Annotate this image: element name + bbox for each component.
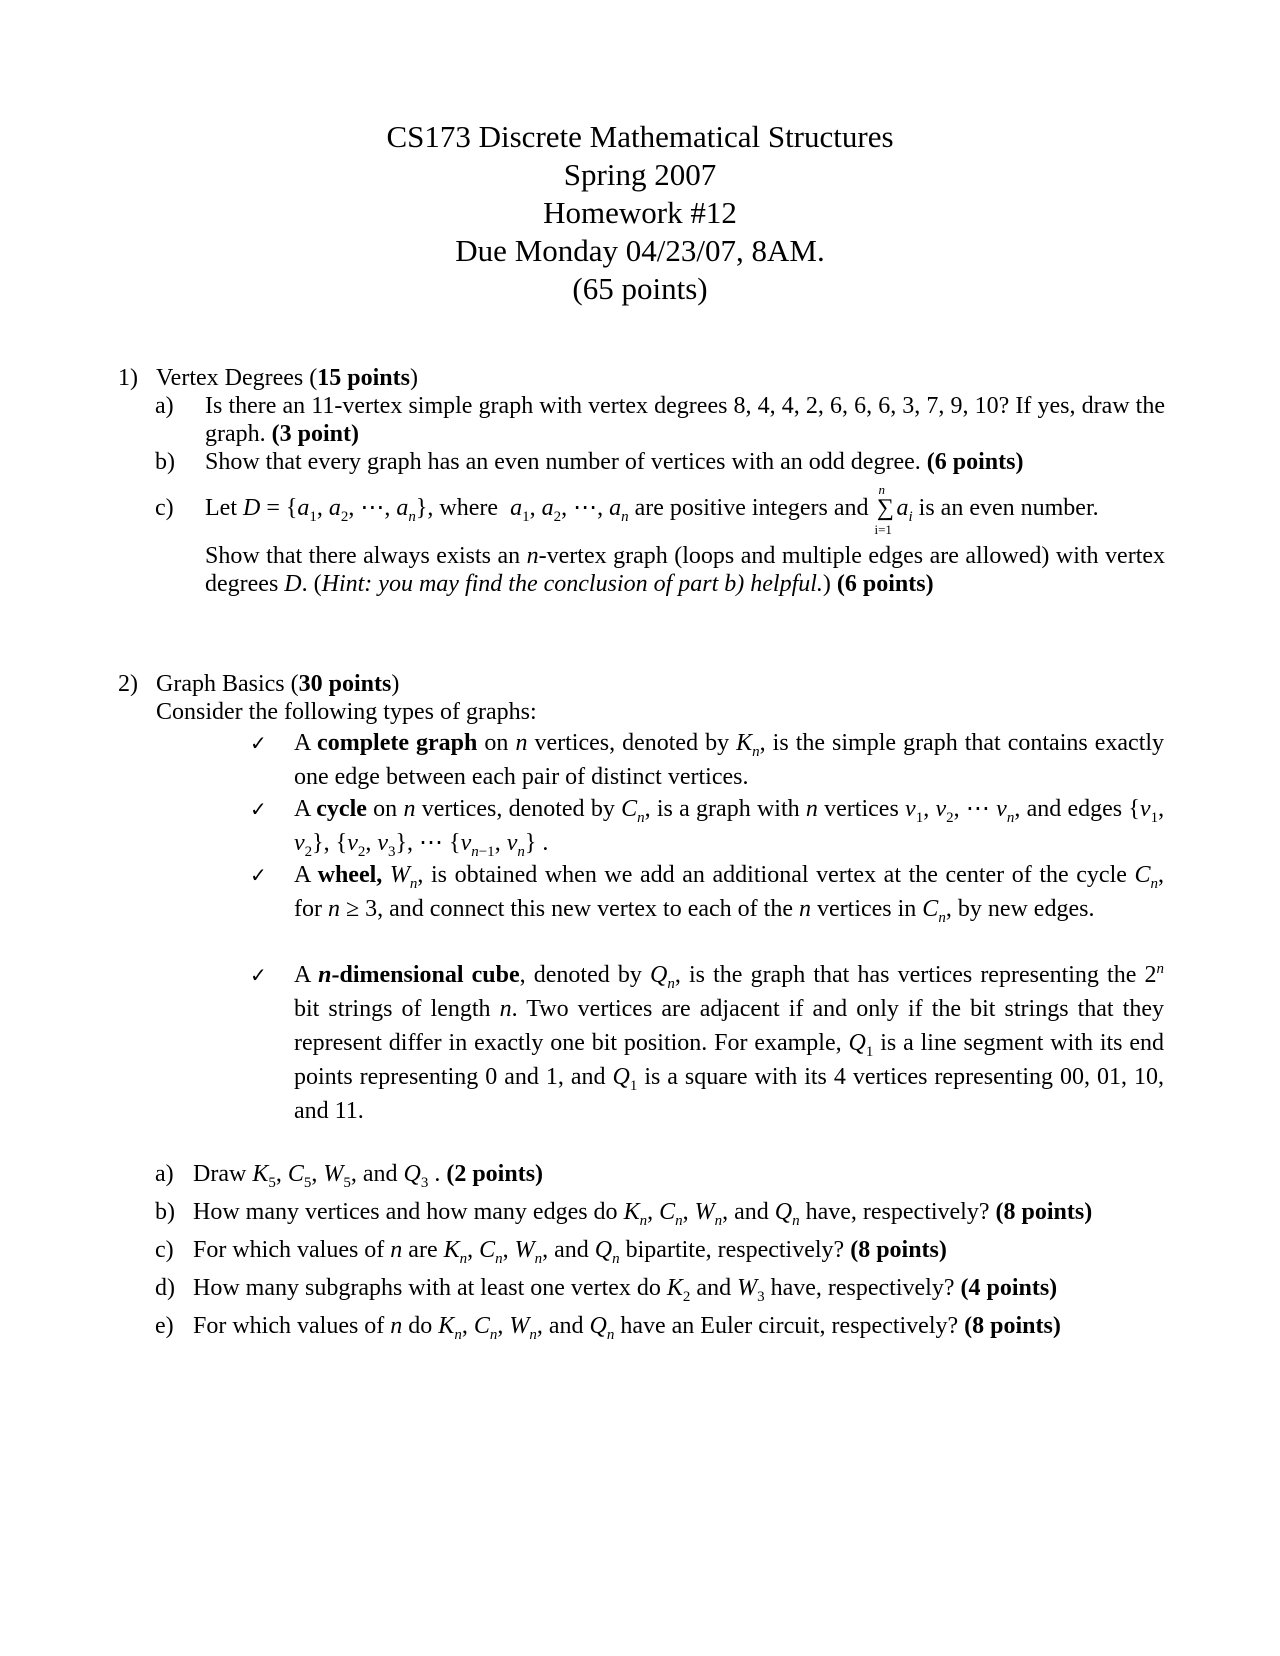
checkmark-icon: ✓ [250, 963, 267, 987]
part-tail: have, respectively? [770, 1275, 955, 1301]
bullet-part: is a line segment with its end points representing 0 and 1, and [294, 1030, 1165, 1090]
even-number-text: is an even number. [918, 495, 1099, 521]
positive-integers-text: are positive integers and [634, 495, 869, 521]
part-text: How many vertices and how many edges do $K_n$, $C_n$, $W_n$, and $Q_n$ have, respectively? (8 points) [193, 1199, 1093, 1229]
part-label: d) [155, 1275, 175, 1301]
part-text: Let $D = \{a_1$, $a_2$, ⋯, $a_n$}, where $a_1$, $a_2$, ⋯, $a_n$ are positive integers and ∑ n i=1 $a_i$ is an even number. [205, 482, 1099, 537]
part-text: Draw $K_5$, $C_5$, $W_5$, and $Q_3$ . (2 points) [193, 1161, 544, 1191]
part-text: For which values of n do $K_n$, $C_n$, $W_n$, and $Q_n$ have an Euler circuit, respectively? (8 points) [193, 1313, 1061, 1343]
bullet-part: . Two vertices are adjacent if and only if the bit strings that they represent differ in exactly one bit position. For example, [294, 996, 1164, 1056]
part-points: (2 points) [446, 1161, 544, 1187]
bullet-part: vertices in [817, 896, 917, 922]
checkmark-icon: ✓ [250, 731, 267, 755]
bullet-term: wheel, [317, 862, 383, 888]
question-number: 1) [118, 365, 138, 391]
bullet-part: vertices, denoted by [421, 796, 615, 822]
part-body: Show that every graph has an even number of vertices with an odd degree. [205, 449, 921, 475]
part-label: e) [155, 1313, 174, 1339]
line3-start: vertex degrees [205, 543, 1166, 597]
part-points: (3 point) [271, 421, 359, 447]
bullet-term: cycle [316, 796, 367, 822]
d-variable: D [284, 571, 302, 597]
bullet-part: , and edges [1014, 796, 1123, 822]
and-word: , and [542, 1237, 589, 1263]
part-body: For which values of [193, 1313, 385, 1339]
due-date: Due Monday 04/23/07, 8AM. [455, 233, 825, 268]
hint-text: Hint: you may find the conclusion of part b) helpful. [321, 571, 823, 597]
part-points: (6 points) [926, 449, 1024, 475]
part-text [205, 392, 1165, 448]
bullet-part: , and connect this new vertex to each of the [377, 896, 793, 922]
variable-list: a [510, 495, 523, 521]
part-label: b) [155, 449, 175, 475]
part-body: How many vertices and how many edges do [193, 1199, 618, 1225]
and-word: and [696, 1275, 732, 1301]
title-close: ) [391, 671, 400, 697]
let-word: Let [205, 495, 237, 521]
part-tail: bipartite, respectively? [625, 1237, 845, 1263]
line2-start: Show that there always exists an [205, 543, 521, 569]
bullet-term: complete graph [317, 730, 478, 756]
bullet-part: , denoted by [519, 962, 642, 988]
bullet-article: A [294, 730, 311, 756]
bullet-text: A wheel, $W_n$, is obtained when we add an additional vertex at the center of the cycle $C_n$, for n ≥ 3, and connect this new vertex to each of the n vertices in $C_n$, by new edges. [294, 862, 1165, 926]
semester: Spring 2007 [563, 157, 717, 192]
part-points: (8 points) [850, 1237, 947, 1263]
part-body: Draw [193, 1161, 247, 1187]
summation-symbol: ∑ n i=1 [874, 482, 895, 537]
part-text: Show that there always exists an n-vertex graph (loops and multiple edges are allowed) with vertex degrees D. (Hint: you may find the conclusion of part b) helpful.) (6 points) [205, 543, 1166, 597]
title-points: 30 points [298, 671, 392, 697]
bullet-part: , is obtained when we add an additional vertex at the center of the cycle [417, 862, 1127, 888]
part-tail: have, respectively? [805, 1199, 990, 1225]
title-close: ) [409, 365, 418, 391]
part-label: b) [155, 1199, 175, 1225]
bullet-part: bit strings of length [294, 996, 491, 1022]
and-word: , and [350, 1161, 398, 1187]
bullet-article: A [294, 862, 311, 888]
set-definition: D [242, 495, 261, 521]
bullet-part: , is a graph with [644, 796, 800, 822]
title-text: Graph Basics ( [156, 671, 299, 697]
are-word: are [408, 1237, 438, 1263]
bullet-part: is a square with its 4 vertices representing 00, 01, 10, and 11. [294, 1064, 1164, 1124]
intro-text: Consider the following types of graphs: [156, 699, 537, 725]
bullet-part: , for [294, 862, 1165, 922]
bullet-part: , by new edges. [945, 896, 1095, 922]
and-word: , and [722, 1199, 769, 1225]
and-word: , and [536, 1313, 584, 1339]
homework-number: Homework #12 [543, 195, 737, 230]
part-points: (4 points) [960, 1275, 1058, 1301]
document-header [0, 118, 1280, 308]
course-title: CS173 Discrete Mathematical Structures [386, 119, 894, 154]
part-body: Is there an 11-vertex simple graph with vertex degrees 8, 4, 4, 2, 6, 6, 6, 3, 7, 9, 10? If yes, draw the graph. [205, 393, 1165, 447]
bullet-part: on [484, 730, 509, 756]
where-word: , where [427, 495, 499, 521]
title-points: 15 points [317, 365, 410, 391]
bullet-part: vertices, denoted by [534, 730, 730, 756]
bullet-article: A [294, 796, 311, 822]
bullet-part: on [373, 796, 398, 822]
bullet-text: A cycle on n vertices, denoted by $C_n$, is a graph with n vertices $v_1$, $v_2$, ⋯ $v_n$, and edges {$v_1$, $v_2$}, {$v_2$, $v_3$}, ⋯ {$v_{n-1}$, $v_n$} . [294, 796, 1165, 860]
question-title [156, 670, 399, 698]
part-body: For which values of [193, 1237, 385, 1263]
bullet-term: -dimensional cube [331, 962, 520, 988]
checkmark-icon: ✓ [250, 797, 267, 821]
part-body: How many subgraphs with at least one vertex do [193, 1275, 661, 1301]
question-title [156, 364, 418, 392]
bullet-text: A complete graph on n vertices, denoted by $K_n$, is the simple graph that contains exactly one edge between each pair of distinct vertices. [294, 730, 1165, 790]
bullet-text: A n-dimensional cube, denoted by $Q_n$, is the graph that has vertices representing the 2$^n$ bit strings of length n. Two vertices are adjacent if and only if the bit strings that they represent differ in exactly one bit position. For example, $Q_1$ is a line segment with its end points representing 0 and 1, and $Q_1$ is a square with its 4 vertices representing 00, 01, 10, and 11. [294, 961, 1165, 1124]
part-text: For which values of n are $K_n$, $C_n$, $W_n$, and $Q_n$ bipartite, respectively? (8 points) [193, 1237, 947, 1267]
part-label: a) [155, 393, 174, 419]
total-points: (65 points) [572, 271, 708, 306]
bullet-article: A [294, 962, 311, 988]
part-points: (6 points) [836, 571, 934, 597]
part-label: c) [155, 495, 174, 521]
part-tail: have an Euler circuit, respectively? [620, 1313, 959, 1339]
do-word: do [408, 1313, 433, 1339]
bullet-part: , is the simple graph that contains exactly one edge between each pair of distinct vertices. [294, 730, 1165, 790]
part-label: c) [155, 1237, 174, 1263]
part-text [205, 448, 1165, 476]
checkmark-icon: ✓ [250, 863, 267, 887]
n-variable: n [526, 543, 539, 569]
part-text: How many subgraphs with at least one vertex do $K_2$ and $W_3$ have, respectively? (4 points) [193, 1275, 1058, 1305]
title-text: Vertex Degrees ( [156, 365, 318, 391]
part-label: a) [155, 1161, 174, 1187]
bullet-part: vertices [824, 796, 899, 822]
line2-end: -vertex graph (loops and multiple edges are allowed) with [538, 543, 1099, 569]
question-number: 2) [118, 671, 138, 697]
part-points: (8 points) [964, 1313, 1061, 1339]
part-points: (8 points) [995, 1199, 1093, 1225]
bullet-part: , is the graph that has vertices representing the [674, 962, 1137, 988]
